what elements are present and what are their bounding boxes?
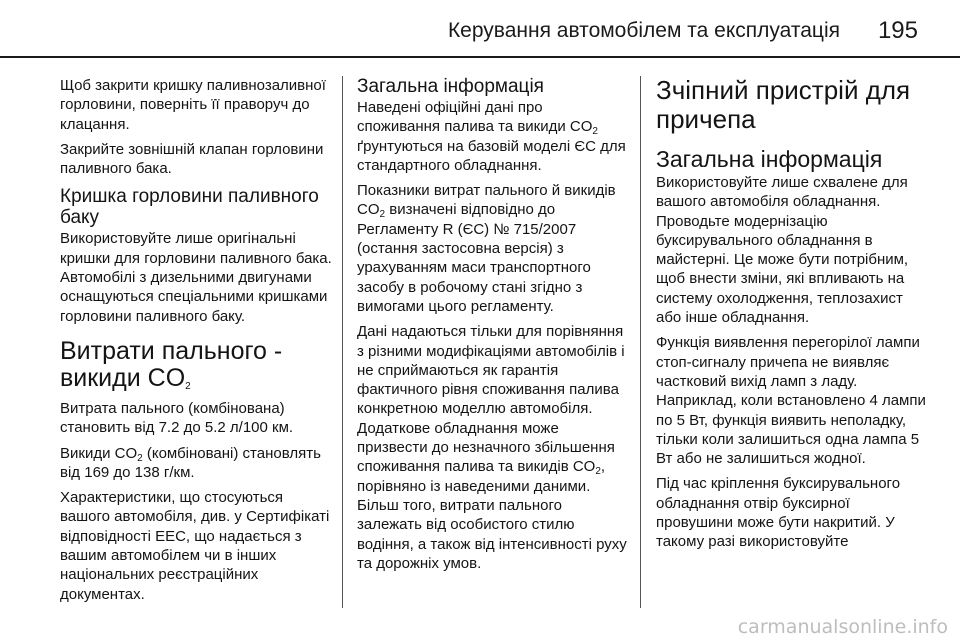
heading-general-info: Загальна інформація xyxy=(357,76,544,97)
text: (комбіновані) становлять від 169 до 138 г/км. xyxy=(60,444,321,481)
page-header xyxy=(0,0,960,58)
heading-fuel-cap: Кришка горловини паливного баку xyxy=(60,186,319,229)
heading-towbar: Зчіпний пристрій для причепа xyxy=(656,75,911,134)
subscript: 2 xyxy=(592,126,598,138)
heading-fuel-consumption-text: Витрати пального - викиди CO xyxy=(60,336,283,392)
column-divider-1 xyxy=(342,76,343,608)
heading-subscript: 2 xyxy=(185,380,191,392)
paragraph-lamp-detection: Функція виявлення перегорілої лампи стоп-сигналу причепа не виявляє частковий вихід ламп з ладу. Наприклад, коли встановлено 4 лампи по 5 Вт, функція виявить неполадку, тільки коли залишиться одна лампа 5 Вт або не залишиться жодної. xyxy=(656,334,926,468)
text: Наведені офіційні дані про споживання палива та викиди CO xyxy=(357,99,593,136)
paragraph-official-data xyxy=(357,98,629,175)
text: Показники витрат пального й викидів CO xyxy=(357,182,616,219)
heading-fuel-consumption xyxy=(60,338,335,392)
text: , порівняно із наведеними даними. Більш того, витрати пального залежать від особистого стилю водіння, а також від інтенсивності руху та дорожніх умов. xyxy=(357,458,627,572)
column-3 xyxy=(656,76,928,558)
section-title: Керування автомобілем та експлуатація xyxy=(447,19,840,42)
text: визначені відповідно до Регламенту R (ЄС) № 715/2007 (остання застосовна версія) з урахуванням маси транспортного засобу в робочому стані згідно з вимогами цього регламенту. xyxy=(357,201,591,315)
paragraph-towing-eye: Під час кріплення буксирувального обладнання отвір буксирної провушини може бути накритий. У такому разі використовуйте xyxy=(656,475,901,551)
text: Дані надаються тільки для порівняння з різними модифікаціями автомобілів і не сприймаються як гарантія фактичного рівня споживання палива конкретною моделлю автомобіля. Додаткове обладнання може призвести до незначного збільшення споживання палива та викидів CO xyxy=(357,323,625,476)
column-2 xyxy=(357,76,629,579)
paragraph-close-flap: Закрийте зовнішній клапан горловини паливного бака. xyxy=(60,140,324,178)
paragraph-consumption: Витрата пального (комбінована) становить від 7.2 до 5.2 л/100 км. xyxy=(60,399,294,437)
subscript: 2 xyxy=(595,466,601,478)
watermark: carmanualsonline.info xyxy=(737,616,948,638)
text: ґрунтуються на базовій моделі ЄС для стандартного обладнання. xyxy=(357,137,626,174)
header-divider xyxy=(0,56,960,58)
paragraph-characteristics: Характеристики, що стосуються вашого автомобіля, див. у Сертифікаті відповідності EEC, що надається з вашим автомобілем чи в інших національних реєстраційних документах. xyxy=(60,489,330,603)
paragraph-comparison xyxy=(357,322,629,573)
paragraph-approved-equipment: Використовуйте лише схвалене для вашого автомобіля обладнання. Проводьте модернізацію буксирувального обладнання в майстерні. Це може бути потрібним, щоб внести зміни, які впливають на систему охолодження, теплозахист або інше обладнання. xyxy=(656,174,909,327)
subscript: 2 xyxy=(137,452,143,464)
heading-general-info: Загальна інформація xyxy=(656,146,883,172)
paragraph-regulation xyxy=(357,181,629,316)
page-number: 195 xyxy=(877,17,918,44)
subscript: 2 xyxy=(379,209,386,221)
column-divider-2 xyxy=(640,76,641,608)
text: Викиди CO xyxy=(60,444,138,462)
paragraph-fuel-cap: Використовуйте лише оригінальні кришки для горловини паливного бака. Автомобілі з дизельними двигунами оснащуються спеціальними кришками горловини паливного баку. xyxy=(60,230,332,325)
column-1 xyxy=(60,76,335,610)
paragraph-close-cap: Щоб закрити кришку паливнозаливної горловини, поверніть її праворуч до клацання. xyxy=(60,77,326,133)
paragraph-emissions xyxy=(60,444,335,483)
